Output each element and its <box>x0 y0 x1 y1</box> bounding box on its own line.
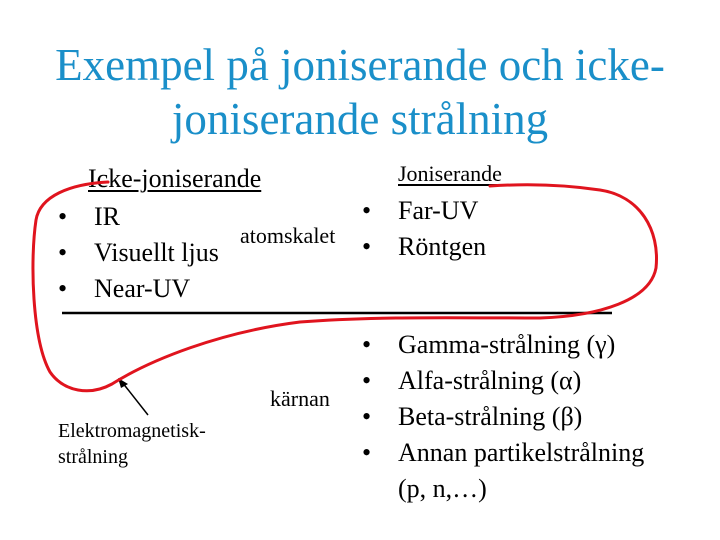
karnan-label: kärnan <box>270 386 330 411</box>
title-line-2: joniserande strålning <box>171 94 549 144</box>
bullet: • <box>58 238 68 267</box>
ionizing-heading: Joniserande <box>398 161 502 186</box>
red-outline <box>33 182 657 391</box>
list-item: • Near-UV <box>58 271 219 307</box>
title-line-1: Exempel på joniserande och icke- <box>55 40 665 90</box>
bullet: • <box>58 274 68 303</box>
bullet: • <box>362 438 372 467</box>
bullet: • <box>362 366 372 395</box>
em-radiation-label: Elektromagnetisk- strålning <box>58 420 206 468</box>
list-item-continuation: (p, n,…) <box>398 474 487 503</box>
bullet: • <box>362 330 372 359</box>
list-item: • Röntgen <box>362 229 486 265</box>
bullet: • <box>58 202 68 231</box>
non-ionizing-heading: Icke-joniserande <box>88 164 262 193</box>
atomskalet-label: atomskalet <box>240 223 336 248</box>
bullet: • <box>362 402 372 431</box>
list-item: • Far-UV <box>362 193 486 229</box>
arrow-shaft <box>122 382 148 415</box>
list-item: • IR <box>58 199 219 235</box>
list-item: • Gamma-strålning (γ) <box>362 327 644 363</box>
list-item: • Alfa-strålning (α) <box>362 363 644 399</box>
bullet: • <box>362 196 372 225</box>
list-item: • Beta-strålning (β) <box>362 399 644 435</box>
list-item: • Annan partikelstrålning <box>362 435 644 471</box>
bullet: • <box>362 232 372 261</box>
list-item: • Visuellt ljus <box>58 235 219 271</box>
